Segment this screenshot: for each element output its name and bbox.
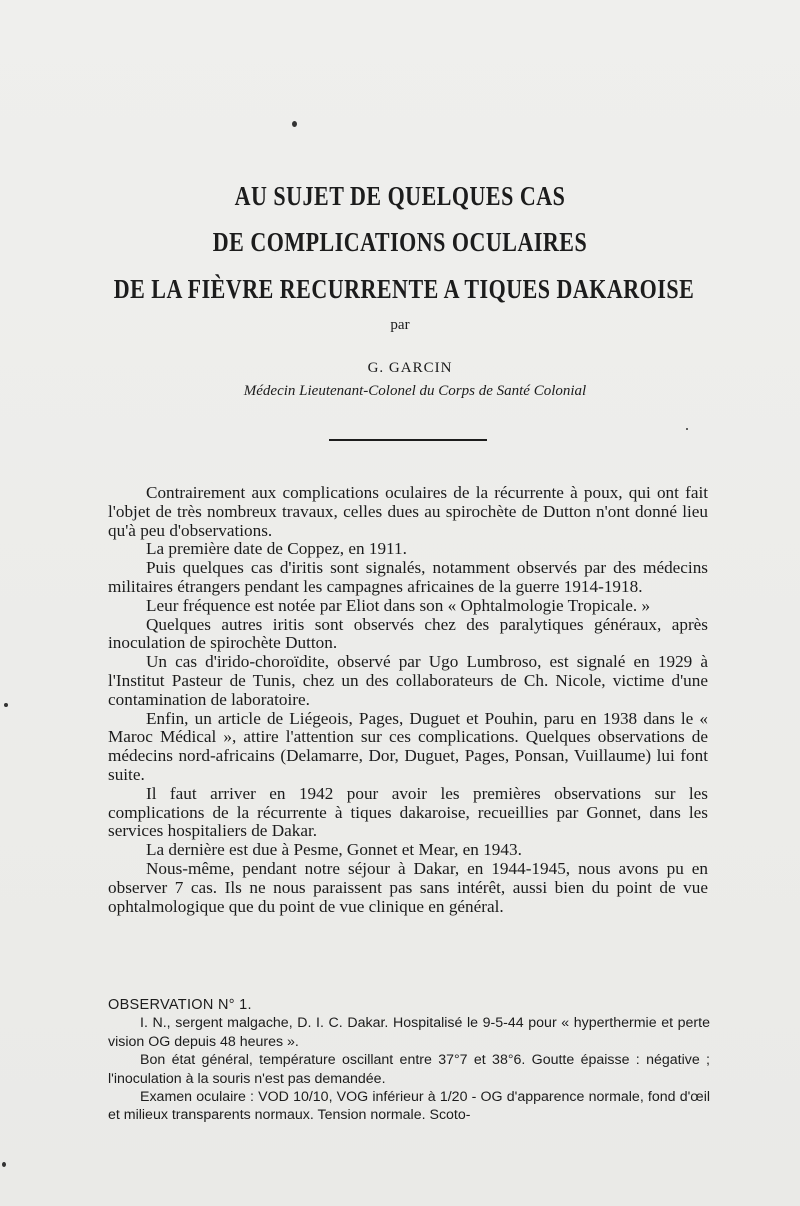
body-paragraph: Contrairement aux complications oculaires de la récurrente à poux, qui ont fait l'objet de très nombreux travaux, celles dues au spirochète de Dutton n'ont donné lieu qu'à peu d'observations. [108, 483, 708, 540]
observation-paragraph: Bon état général, température oscillant entre 37°7 et 38°6. Goutte épaisse : négative ; l'inoculation à la souris n'est pas demandée. [108, 1052, 710, 1087]
body-paragraph: La dernière est due à Pesme, Gonnet et Mear, en 1943. [146, 840, 522, 860]
author-affiliation: Médecin Lieutenant-Colonel du Corps de Santé Colonial [243, 383, 587, 399]
title-line-1: AU SUJET DE QUELQUES CAS [234, 179, 566, 211]
body-paragraph: Enfin, un article de Liégeois, Pages, Duguet et Pouhin, paru en 1938 dans le « Maroc Médical », attire l'attention sur ces complications. Quelques observations de médecins nord-africains (Delamarre, Dor, Duguet, Pages, Ponsan, Vuillaume) lui font suite. [108, 708, 708, 784]
byline-par: par [390, 317, 410, 333]
observation-heading: OBSERVATION N° 1. [108, 997, 252, 1013]
scan-speck [292, 121, 297, 127]
scan-speck [686, 428, 688, 430]
scan-speck [2, 1162, 6, 1167]
body-paragraph: Nous-même, pendant notre séjour à Dakar, en 1944-1945, nous avons pu en observer 7 cas. Ils ne nous paraissent pas sans intérêt, aussi bien du point de vue ophtalmologique que du point de vue clinique en général. [108, 858, 708, 916]
body-paragraph: Leur fréquence est notée par Eliot dans son « Ophtalmologie Tropicale. » [146, 595, 651, 615]
body-paragraph: Un cas d'irido-choroïdite, observé par Ugo Lumbroso, est signalé en 1929 à l'Institut Pasteur de Tunis, chez un des collaborateurs de Ch. Nicole, victime d'une contamination de laboratoire. [108, 652, 708, 709]
body-paragraph: Il faut arriver en 1942 pour avoir les premières observations sur les complications de la récurrente à tiques dakaroise, recueillies par Gonnet, dans les services hospitaliers de Dakar. [108, 783, 708, 841]
observation-paragraph: I. N., sergent malgache, D. I. C. Dakar. Hospitalisé le 9-5-44 pour « hyperthermie et perte vision OG depuis 48 heures ». [108, 1015, 710, 1050]
article-body [108, 484, 708, 916]
body-paragraph: Quelques autres iritis sont observés chez des paralytiques généraux, après inoculation de spirochète Dutton. [108, 614, 708, 653]
body-paragraph: La première date de Coppez, en 1911. [146, 539, 407, 559]
title-line-3: DE LA FIÈVRE RECURRENTE A TIQUES DAKAROISE [113, 272, 695, 304]
scan-speck [4, 703, 8, 707]
observation-paragraph: Examen oculaire : VOD 10/10, VOG inférieur à 1/20 - OG d'apparence normale, fond d'œil et milieux transparents normaux. Tension normale. Scoto- [108, 1089, 710, 1124]
author-name: G. GARCIN [367, 360, 453, 376]
body-paragraph: Puis quelques cas d'iritis sont signalés, notamment observés par des médecins militaires étrangers pendant les campagnes africaines de la guerre 1914-1918. [108, 558, 708, 596]
observation-section [108, 996, 710, 1125]
title-line-2: DE COMPLICATIONS OCULAIRES [212, 225, 588, 257]
separator-rule [329, 439, 487, 441]
